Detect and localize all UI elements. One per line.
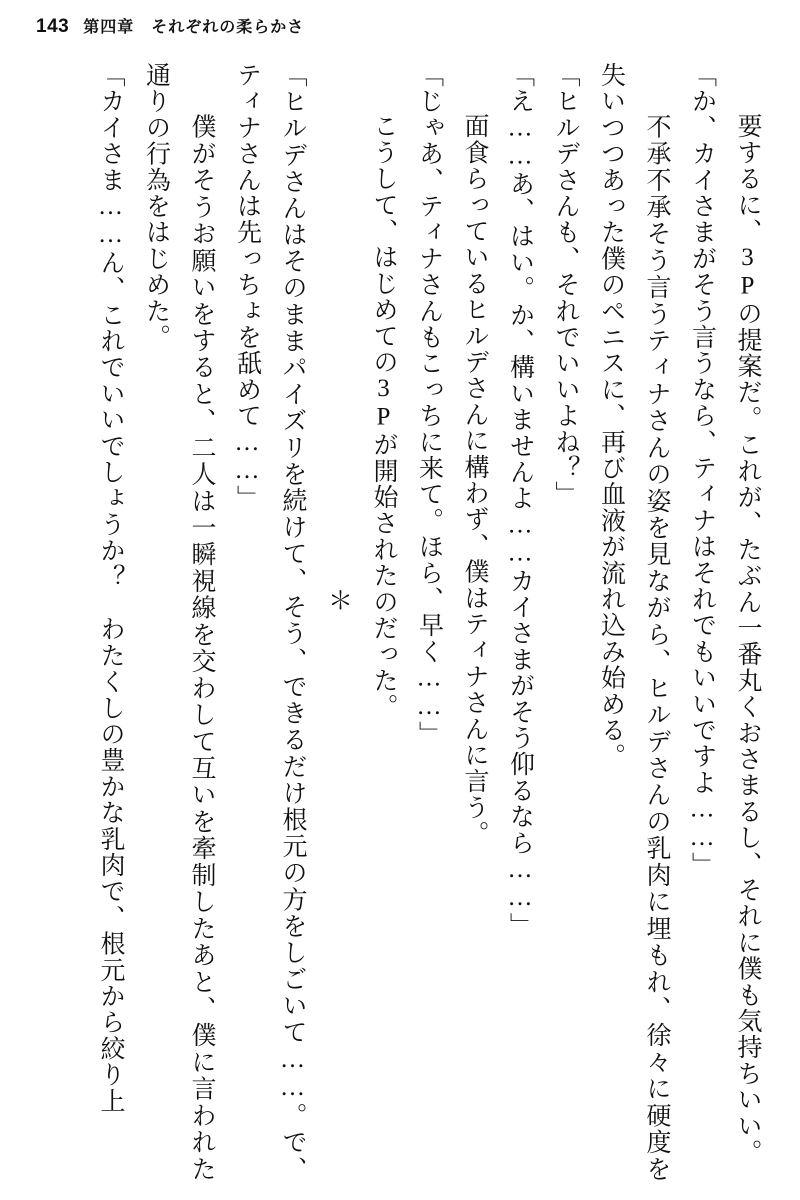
- paragraph: 「じゃあ、ティナさんもこっちに来て。ほら、早く……」: [415, 62, 443, 748]
- paragraph: 不承不承そう言うティナさんの姿を見ながら、ヒルデさんの乳肉に埋もれ、徐々に硬度を失いつつあった僕のペニスに、再び血液が流れ込み始める。: [597, 62, 670, 1182]
- paragraph: こうして、はじめての3Pが開始されたのだった。: [370, 87, 397, 720]
- paragraph: 「え……あ、はい。か、構いませんよ……カイさまがそう仰るなら……」: [506, 62, 534, 939]
- chapter-title: 第四章 それぞれの柔らかさ: [83, 19, 305, 36]
- paragraph: 「カイさま……ん、これでいいでしょうか？ わたくしの豊かな乳肉で、根元から絞り上: [97, 62, 124, 1114]
- paragraph: 「ヒルデさんも、それでいいよね？」: [552, 62, 579, 508]
- scene-break-mark: ＊: [324, 586, 352, 614]
- vertical-text-column: [40, 62, 770, 1182]
- page-number: 143: [36, 16, 70, 37]
- page-body: [40, 62, 770, 1182]
- scene-break: [315, 62, 361, 1182]
- paragraph: 要するに、3Pの提案だ。これが、たぶん一番丸くおさまるし、それに僕も気持ちいい。: [734, 87, 761, 1166]
- paragraph: 僕がそうお願いをすると、二人は一瞬視線を交わして互いを牽制したあと、僕に言われた通りの行為をはじめた。: [142, 62, 215, 1182]
- paragraph: 面食らっているヒルデさんに構わず、僕はティナさんに言う。: [461, 87, 488, 847]
- running-head: [36, 14, 764, 48]
- paragraph: 「か、カイさまがそう言うなら、ティナはそれでもいいですよ……」: [688, 62, 716, 879]
- paragraph: 「ヒルデさんはそのままパイズリを続けて、そう、できるだけ根元の方をしごいて……。で、ティナさんは先っちょを舐めて……」: [233, 62, 306, 1182]
